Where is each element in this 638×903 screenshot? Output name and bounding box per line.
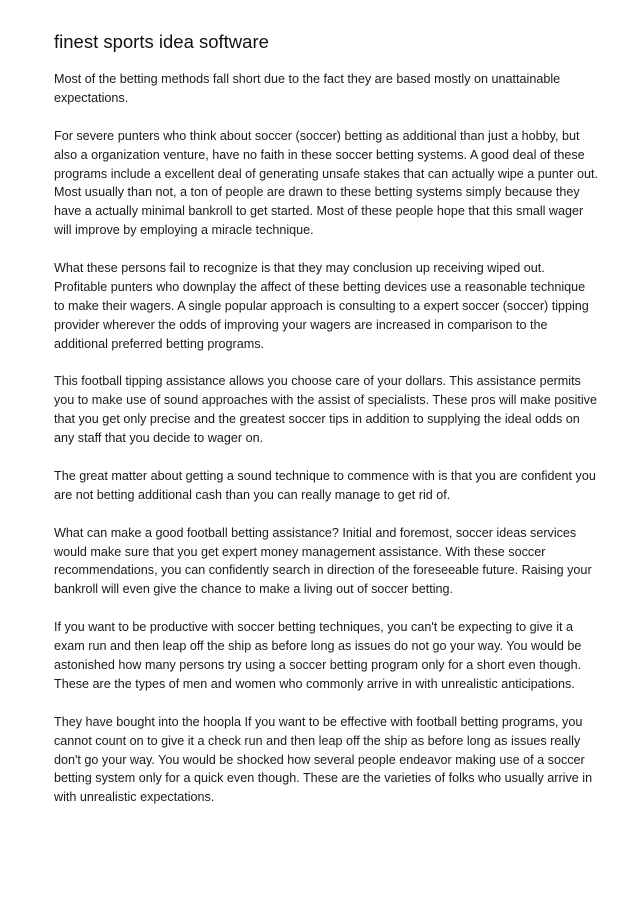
paragraph-6: What can make a good football betting assistance? Initial and foremost, soccer ideas services would make sure that you get expert money management assistance. With these soccer recommendations, you can confidently search in direction of the foreseeable future. Raising your bankroll will even give the chance to make a living out of soccer betting. — [54, 525, 592, 597]
paragraph-7: If you want to be productive with soccer betting techniques, you can't be expecting to give it a exam run and then leap off the ship as before long as issues do not go your way. You would be astonished how many persons try using a soccer betting program only for a short even though. These are the types of men and women who commonly arrive in with unrealistic anticipations. — [54, 620, 582, 691]
document-page — [54, 30, 599, 826]
page-title: finest sports idea software — [54, 31, 269, 52]
paragraph-3: What these persons fail to recognize is that they may conclusion up receiving wiped out. Profitable punters who downplay the affect of these betting devices use a reasonable technique to make their wagers. A single popular approach is consulting to a expert soccer (soccer) tipping provider wherever the odds of improving your wagers are increased in comparison to the additional preferred betting programs. — [54, 261, 589, 351]
paragraph-5: The great matter about getting a sound technique to commence with is that you are confident you are not betting additional cash than you can really manage to get rid of. — [54, 468, 596, 502]
paragraph-8: They have bought into the hoopla If you want to be effective with football betting programs, you cannot count on to give it a check run and then leap off the ship as before long as issues really don't go your way. You would be shocked how several people endeavor making use of a soccer betting system only for a quick even though. These are the varieties of folks who usually arrive in with unrealistic expectations. — [54, 714, 593, 805]
paragraph-4: This football tipping assistance allows you choose care of your dollars. This assistance permits you to make use of sound approaches with the assist of specialists. These pros will make positive that you get only precise and the greatest soccer tips in addition to supplying the ideal odds on any staff that you decide to wager on. — [54, 374, 597, 446]
paragraph-1: Most of the betting methods fall short due to the fact they are based mostly on unattainable expectations. — [54, 72, 561, 105]
paragraph-2: For severe punters who think about soccer (soccer) betting as additional than just a hobby, but also a organization venture, have no faith in these soccer betting systems. A good deal of these programs include a excellent deal of generating unsafe stakes that can actually wipe a punter out. Most usually than not, a ton of people are drawn to these betting systems simply because they have a actually minimal bankroll to get started. Most of these people hope that this small wager will improve by employing a miracle technique. — [54, 128, 598, 238]
